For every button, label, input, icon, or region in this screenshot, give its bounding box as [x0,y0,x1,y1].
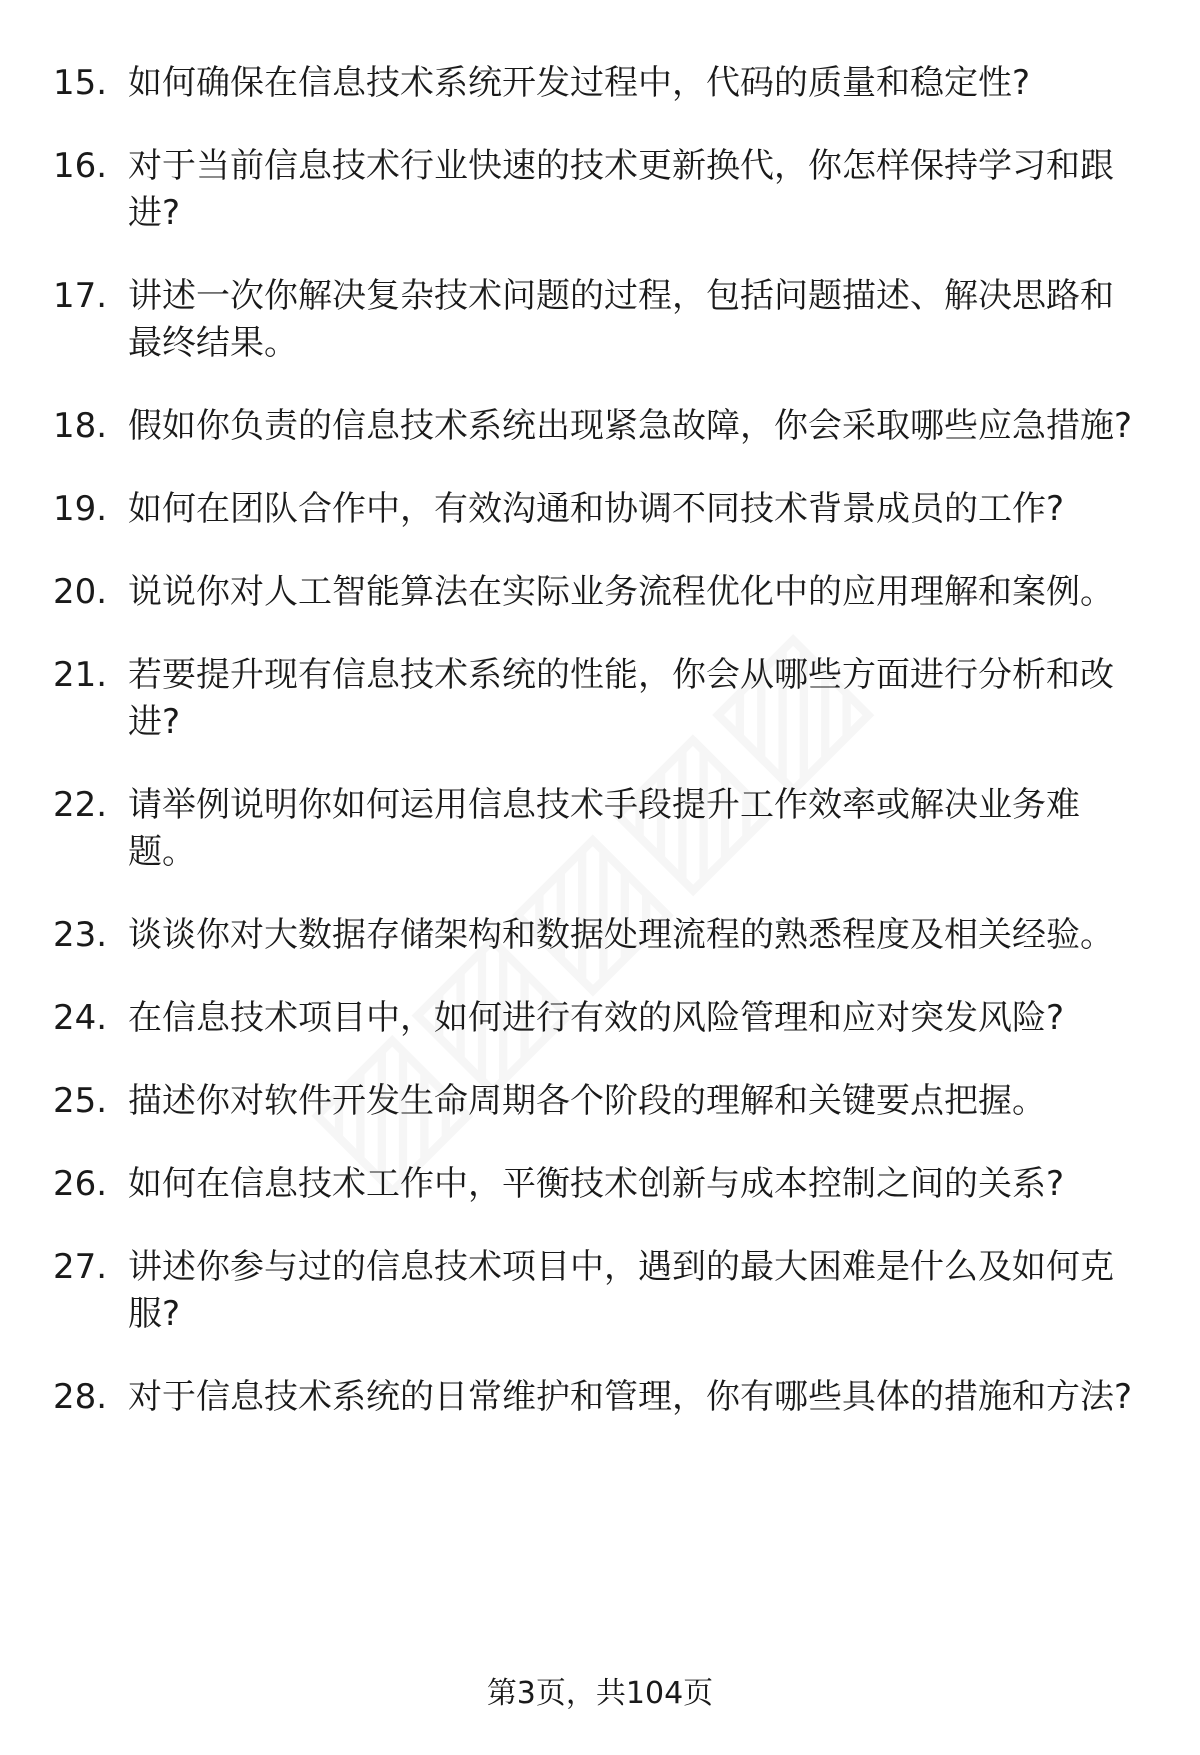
question-item [0,995,1200,1042]
question-number: 20. [53,572,108,612]
question-item [0,273,1200,367]
question-number: 18. [53,406,108,446]
question-item [0,1374,1200,1421]
question-text: 对于信息技术系统的日常维护和管理，你有哪些具体的措施和方法? [128,1377,1133,1417]
question-text: 对于当前信息技术行业快速的技术更新换代，你怎样保持学习和跟进? [128,146,1114,233]
question-text: 谈谈你对大数据存储架构和数据处理流程的熟悉程度及相关经验。 [128,915,1114,955]
question-number: 23. [53,915,108,955]
question-number: 22. [53,785,108,825]
question-item [0,486,1200,533]
question-number: 26. [53,1164,108,1204]
question-item [0,1161,1200,1208]
question-text: 描述你对软件开发生命周期各个阶段的理解和关键要点把握。 [128,1081,1046,1121]
question-item [0,1244,1200,1338]
question-item [0,782,1200,876]
question-item [0,912,1200,959]
page-footer: 第3页，共104页 [486,1676,714,1711]
question-text: 请举例说明你如何运用信息技术手段提升工作效率或解决业务难题。 [128,785,1080,872]
question-text: 如何确保在信息技术系统开发过程中，代码的质量和稳定性? [128,63,1031,103]
question-number: 19. [53,489,108,529]
question-text: 在信息技术项目中，如何进行有效的风险管理和应对突发风险? [128,998,1065,1038]
question-item [0,1078,1200,1125]
question-text: 如何在信息技术工作中，平衡技术创新与成本控制之间的关系? [128,1164,1065,1204]
question-number: 16. [53,146,108,186]
question-item [0,143,1200,237]
question-item [0,60,1200,107]
question-text: 讲述你参与过的信息技术项目中，遇到的最大困难是什么及如何克服? [128,1247,1114,1334]
question-item [0,403,1200,450]
question-number: 27. [53,1247,108,1287]
question-text: 如何在团队合作中，有效沟通和协调不同技术背景成员的工作? [128,489,1065,529]
question-item [0,652,1200,746]
question-text: 讲述一次你解决复杂技术问题的过程，包括问题描述、解决思路和最终结果。 [128,276,1114,363]
question-text: 说说你对人工智能算法在实际业务流程优化中的应用理解和案例。 [128,572,1114,612]
question-number: 17. [53,276,108,316]
question-text: 若要提升现有信息技术系统的性能，你会从哪些方面进行分析和改进? [128,655,1114,742]
question-number: 25. [53,1081,108,1121]
question-number: 28. [53,1377,108,1417]
question-text: 假如你负责的信息技术系统出现紧急故障，你会采取哪些应急措施? [128,406,1133,446]
question-number: 21. [53,655,108,695]
question-item [0,569,1200,616]
question-number: 24. [53,998,108,1038]
question-number: 15. [53,63,108,103]
question-list [0,60,1200,1457]
